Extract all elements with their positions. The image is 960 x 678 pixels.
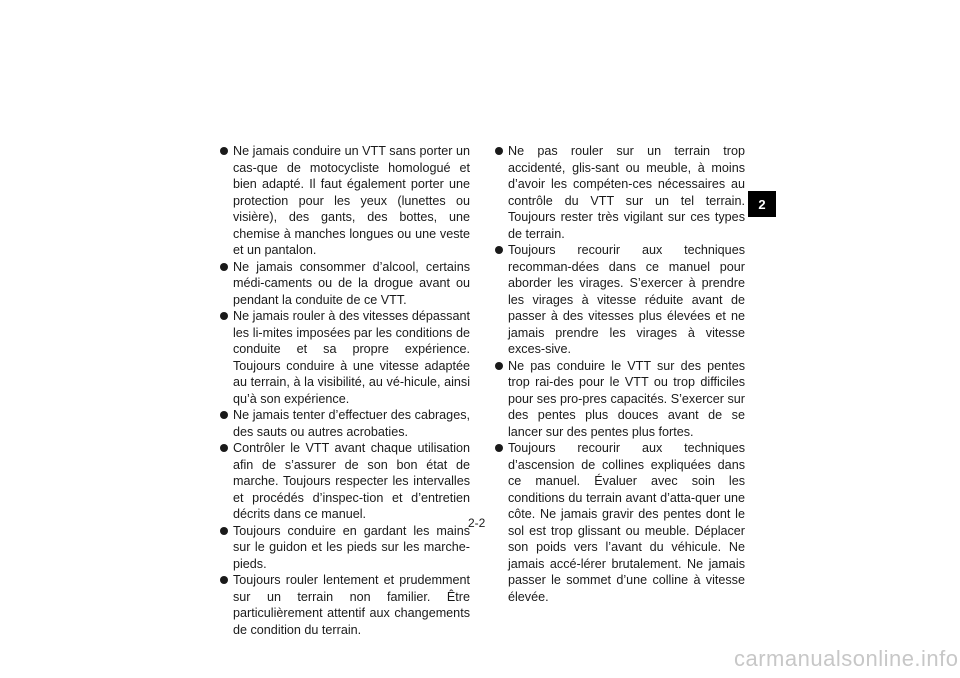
safety-item-text: Ne pas rouler sur un terrain trop accidenté, glis-sant ou meuble, à moins d’avoir les compéten-ces nécessaires au contrôle du VTT sur un tel terrain. Toujours rester très vigilant sur ces types de terrain. [508,144,745,241]
bullet-icon [220,411,228,419]
safety-item [220,440,470,523]
safety-item-text: Toujours rouler lentement et prudemment sur un terrain non familier. Être particulièrement attentif aux changements de condition du terrain. [233,573,470,637]
safety-item-text: Contrôler le VTT avant chaque utilisation afin de s’assurer de son bon état de marche. Toujours respecter les intervalles et procédés d’inspec-tion et d’entretien décrits dans ce manuel. [233,441,470,521]
safety-item-text: Toujours recourir aux techniques recomman-dées dans ce manuel pour aborder les virages. S’exercer à prendre les virages à vitesse réduite avant de passer à des vitesses plus élevées et ne jamais prendre les virages à vitesse exces-sive. [508,243,745,356]
bullet-icon [495,362,503,370]
right-column [495,143,745,605]
bullet-icon [495,147,503,155]
safety-item [220,308,470,407]
safety-item [495,242,745,358]
safety-item [495,440,745,605]
safety-item [220,259,470,309]
safety-item-text: Ne jamais tenter d’effectuer des cabrages, des sauts ou autres acrobaties. [233,408,470,439]
bullet-icon [220,263,228,271]
safety-item-text: Ne jamais rouler à des vitesses dépassant les li-mites imposées par les conditions de conduite et sa propre expérience. Toujours conduire à une vitesse adaptée au terrain, à la visibilité, au vé-hicule, ainsi qu’à son expérience. [233,309,470,406]
bullet-icon [220,527,228,535]
safety-item [220,407,470,440]
bullet-icon [220,576,228,584]
safety-item-text: Ne pas conduire le VTT sur des pentes trop rai-des pour le VTT ou trop difficiles pour ses pro-pres capacités. S’exercer sur des pentes plus douces avant de se lancer sur des pentes plus fortes. [508,358,745,439]
safety-item [220,572,470,638]
page-number: 2-2 [468,516,486,530]
section-tab: 2 [748,191,776,217]
safety-item-text: Ne jamais consommer d’alcool, certains médi-caments ou de la drogue avant ou pendant la conduite de ce VTT. [233,259,470,307]
bullet-icon [495,246,503,254]
bullet-icon [495,444,503,452]
safety-item-text: Toujours recourir aux techniques d’ascension de collines expliquées dans ce manuel. Évaluer avec soin les conditions du terrain avant d’atta-quer une côte. Ne jamais gravir des pentes dont le sol est trop glissant ou meuble. Déplacer son poids vers l’avant du véhicule. Ne jamais accé-lérer brutalement. Ne jamais passer le sommet d’une colline à vitesse élevée. [508,441,745,604]
safety-item-text: Ne jamais conduire un VTT sans porter un cas-que de motocycliste homologué et bien adapté. Il faut également porter une protection pour les yeux (lunettes ou visière), des gants, des bottes, une chemise à manches longues ou une veste et un pantalon. [233,144,470,257]
safety-item [220,523,470,573]
left-column [220,143,470,638]
bullet-icon [220,444,228,452]
watermark: carmanualsonline.info [734,646,959,671]
bullet-icon [220,147,228,155]
bullet-icon [220,312,228,320]
safety-item [495,143,745,242]
safety-item-text: Toujours conduire en gardant les mains sur le guidon et les pieds sur les marche-pieds. [233,523,470,571]
safety-item [495,358,745,441]
safety-item [220,143,470,259]
